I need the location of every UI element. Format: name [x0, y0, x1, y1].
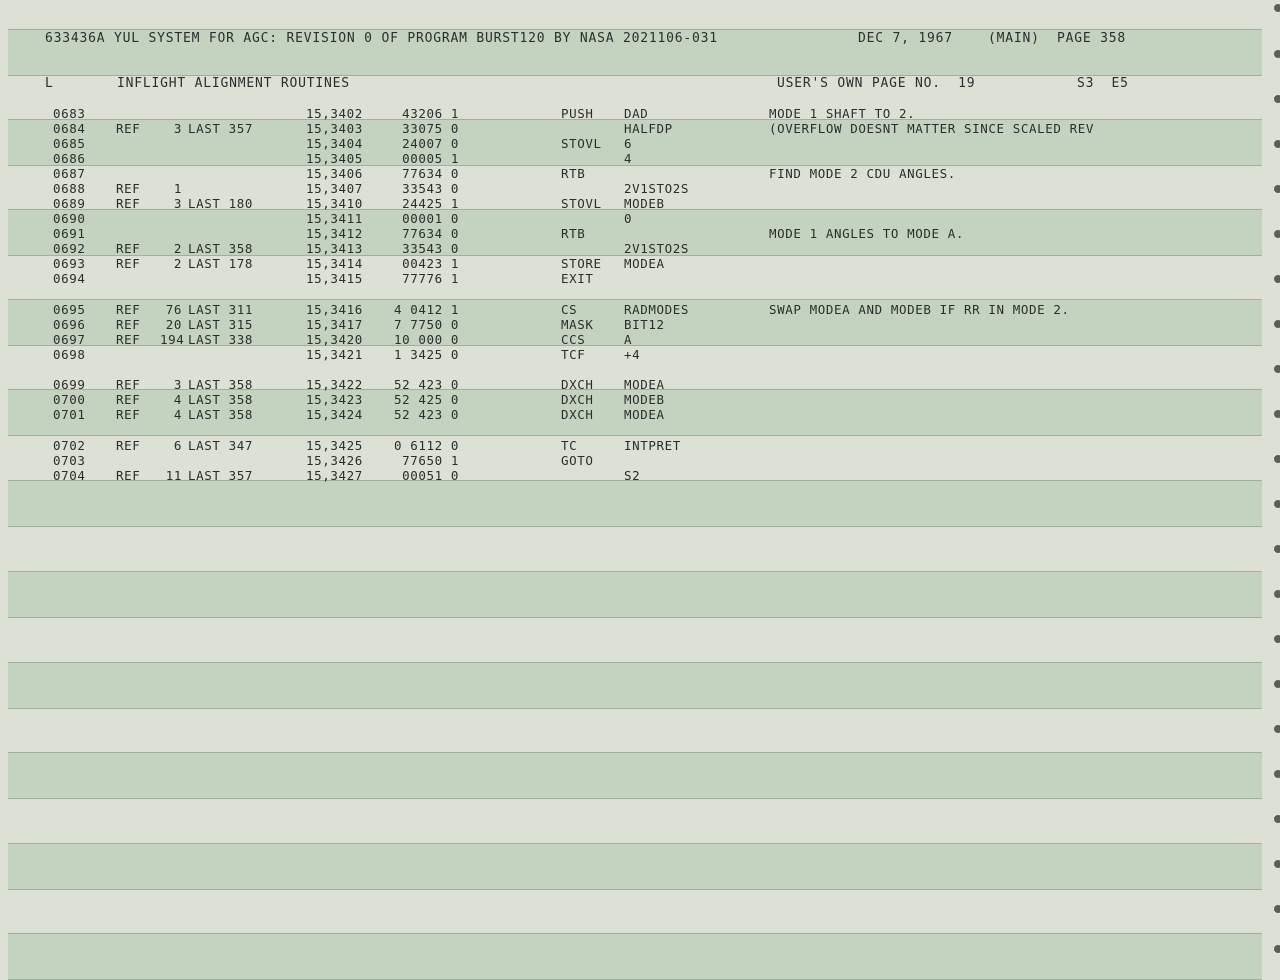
last-ref: LAST 180 [188, 196, 254, 211]
ref-count: 11 [165, 468, 182, 483]
operand: MODEA [624, 407, 665, 422]
ref-count: 6 [173, 438, 182, 453]
listing-row [0, 392, 1260, 407]
listing-row [0, 241, 1260, 256]
green-bar [8, 752, 1262, 799]
operand: 2V1STO2S [624, 241, 690, 256]
octal-word: 77776 1 [402, 271, 459, 286]
address: 15,3424 [306, 407, 363, 422]
ref-label: REF [116, 468, 141, 483]
octal-word: 52 425 0 [393, 392, 459, 407]
listing-header: 633436A YUL SYSTEM FOR AGC: REVISION 0 OF PROGRAM BURST120 BY NASA 2021106-031 [45, 31, 718, 46]
feed-hole [1274, 545, 1280, 553]
listing-row [0, 181, 1260, 196]
feed-hole [1274, 500, 1280, 508]
octal-word: 10 000 0 [393, 332, 459, 347]
last-ref: LAST 357 [188, 121, 254, 136]
listing-row [0, 121, 1260, 136]
line-number: 0687 [53, 166, 86, 181]
opcode: DXCH [561, 392, 594, 407]
line-number: 0698 [53, 347, 86, 362]
octal-word: 00005 1 [402, 151, 459, 166]
line-number: 0688 [53, 181, 86, 196]
octal-word: 24007 0 [402, 136, 459, 151]
last-ref: LAST 357 [188, 468, 254, 483]
address: 15,3410 [306, 196, 363, 211]
listing-flag: L [45, 76, 54, 91]
line-number: 0684 [53, 121, 86, 136]
feed-hole [1274, 230, 1280, 238]
line-number: 0701 [53, 407, 86, 422]
opcode: PUSH [561, 106, 594, 121]
listing-row [0, 256, 1260, 271]
operand: A [624, 332, 633, 347]
listing-row [0, 407, 1260, 422]
address: 15,3416 [306, 302, 363, 317]
last-ref: LAST 178 [188, 256, 254, 271]
ref-count: 20 [165, 317, 182, 332]
feed-hole [1274, 635, 1280, 643]
line-number: 0683 [53, 106, 86, 121]
address: 15,3403 [306, 121, 363, 136]
operand: INTPRET [624, 438, 681, 453]
user-page-number: USER'S OWN PAGE NO. 19 [777, 76, 976, 91]
octal-word: 7 7750 0 [393, 317, 459, 332]
listing-row [0, 151, 1260, 166]
opcode: EXIT [561, 271, 594, 286]
line-number: 0686 [53, 151, 86, 166]
ref-label: REF [116, 196, 141, 211]
operand: RADMODES [624, 302, 690, 317]
feed-hole [1274, 4, 1280, 12]
line-number: 0693 [53, 256, 86, 271]
line-number: 0692 [53, 241, 86, 256]
ref-count: 4 [173, 392, 182, 407]
ref-label: REF [116, 392, 141, 407]
ref-count: 3 [173, 377, 182, 392]
octal-word: 00423 1 [402, 256, 459, 271]
address: 15,3420 [306, 332, 363, 347]
listing-row [0, 317, 1260, 332]
address: 15,3427 [306, 468, 363, 483]
comment: FIND MODE 2 CDU ANGLES. [769, 166, 956, 181]
ref-count: 3 [173, 121, 182, 136]
operand: MODEB [624, 392, 665, 407]
green-bar [8, 843, 1262, 890]
listing-mode: (MAIN) [988, 31, 1040, 46]
address: 15,3415 [306, 271, 363, 286]
feed-hole [1274, 905, 1280, 913]
listing-date: DEC 7, 1967 [858, 31, 953, 46]
listing-row [0, 453, 1260, 468]
octal-word: 24425 1 [402, 196, 459, 211]
opcode: RTB [561, 226, 586, 241]
line-number: 0703 [53, 453, 86, 468]
feed-hole [1274, 680, 1280, 688]
feed-hole [1274, 860, 1280, 868]
operand: 6 [624, 136, 633, 151]
octal-word: 77650 1 [402, 453, 459, 468]
comment: MODE 1 SHAFT TO 2. [769, 106, 916, 121]
ref-label: REF [116, 256, 141, 271]
opcode: GOTO [561, 453, 594, 468]
feed-hole [1274, 410, 1280, 418]
line-number: 0696 [53, 317, 86, 332]
address: 15,3407 [306, 181, 363, 196]
octal-word: 00051 0 [402, 468, 459, 483]
feed-hole [1274, 725, 1280, 733]
feed-hole [1274, 185, 1280, 193]
feed-hole [1274, 815, 1280, 823]
address: 15,3417 [306, 317, 363, 332]
octal-word: 33543 0 [402, 241, 459, 256]
feed-hole [1274, 50, 1280, 58]
opcode: MASK [561, 317, 594, 332]
ref-label: REF [116, 302, 141, 317]
green-bar [8, 662, 1262, 709]
listing-row [0, 332, 1260, 347]
last-ref: LAST 338 [188, 332, 254, 347]
last-ref: LAST 358 [188, 377, 254, 392]
last-ref: LAST 347 [188, 438, 254, 453]
ref-label: REF [116, 332, 141, 347]
octal-word: 00001 0 [402, 211, 459, 226]
opcode: STOVL [561, 136, 602, 151]
line-number: 0690 [53, 211, 86, 226]
last-ref: LAST 358 [188, 407, 254, 422]
ref-label: REF [116, 121, 141, 136]
operand: DAD [624, 106, 649, 121]
opcode: RTB [561, 166, 586, 181]
address: 15,3423 [306, 392, 363, 407]
listing-row [0, 211, 1260, 226]
address: 15,3404 [306, 136, 363, 151]
feed-hole [1274, 590, 1280, 598]
line-number: 0694 [53, 271, 86, 286]
address: 15,3422 [306, 377, 363, 392]
address: 15,3402 [306, 106, 363, 121]
feed-hole [1274, 365, 1280, 373]
listing-row [0, 106, 1260, 121]
feed-hole [1274, 140, 1280, 148]
octal-word: 4 0412 1 [393, 302, 459, 317]
opcode: CCS [561, 332, 586, 347]
operand: BIT12 [624, 317, 665, 332]
opcode: DXCH [561, 407, 594, 422]
octal-word: 43206 1 [402, 106, 459, 121]
line-number: 0685 [53, 136, 86, 151]
comment: (OVERFLOW DOESNT MATTER SINCE SCALED REV [769, 121, 1095, 136]
ref-count: 76 [165, 302, 182, 317]
line-number: 0702 [53, 438, 86, 453]
listing-row [0, 468, 1260, 483]
opcode: STOVL [561, 196, 602, 211]
ref-label: REF [116, 317, 141, 332]
address: 15,3406 [306, 166, 363, 181]
feed-hole [1274, 770, 1280, 778]
last-ref: LAST 358 [188, 241, 254, 256]
listing-row [0, 438, 1260, 453]
octal-word: 33075 0 [402, 121, 459, 136]
last-ref: LAST 311 [188, 302, 254, 317]
comment: SWAP MODEA AND MODEB IF RR IN MODE 2. [769, 302, 1070, 317]
ref-count: 1 [173, 181, 182, 196]
address: 15,3405 [306, 151, 363, 166]
listing-row [0, 136, 1260, 151]
opcode: STORE [561, 256, 602, 271]
feed-hole [1274, 275, 1280, 283]
octal-word: 52 423 0 [393, 407, 459, 422]
ref-count: 4 [173, 407, 182, 422]
address: 15,3414 [306, 256, 363, 271]
operand: 2V1STO2S [624, 181, 690, 196]
listing-row [0, 196, 1260, 211]
listing-row [0, 302, 1260, 317]
last-ref: LAST 358 [188, 392, 254, 407]
section-codes: S3 E5 [1077, 76, 1129, 91]
opcode: CS [561, 302, 578, 317]
line-number: 0700 [53, 392, 86, 407]
operand: +4 [624, 347, 641, 362]
line-number: 0691 [53, 226, 86, 241]
green-bar [8, 933, 1262, 980]
opcode: TCF [561, 347, 586, 362]
address: 15,3413 [306, 241, 363, 256]
operand: HALFDP [624, 121, 673, 136]
line-number: 0704 [53, 468, 86, 483]
address: 15,3411 [306, 211, 363, 226]
feed-hole [1274, 95, 1280, 103]
address: 15,3412 [306, 226, 363, 241]
section-title: INFLIGHT ALIGNMENT ROUTINES [117, 76, 350, 91]
operand: MODEA [624, 377, 665, 392]
green-bar [8, 571, 1262, 618]
opcode: TC [561, 438, 578, 453]
octal-word: 77634 0 [402, 226, 459, 241]
line-number: 0689 [53, 196, 86, 211]
operand: MODEB [624, 196, 665, 211]
listing-row [0, 271, 1260, 286]
ref-label: REF [116, 377, 141, 392]
octal-word: 0 6112 0 [393, 438, 459, 453]
operand: 0 [624, 211, 633, 226]
octal-word: 33543 0 [402, 181, 459, 196]
line-number: 0697 [53, 332, 86, 347]
ref-count: 194 [160, 332, 185, 347]
listing-row [0, 166, 1260, 181]
opcode: DXCH [561, 377, 594, 392]
feed-hole [1274, 320, 1280, 328]
ref-label: REF [116, 407, 141, 422]
last-ref: LAST 315 [188, 317, 254, 332]
operand: 4 [624, 151, 633, 166]
line-number: 0699 [53, 377, 86, 392]
line-number: 0695 [53, 302, 86, 317]
green-bar [8, 480, 1262, 527]
ref-count: 3 [173, 196, 182, 211]
ref-count: 2 [173, 256, 182, 271]
comment: MODE 1 ANGLES TO MODE A. [769, 226, 965, 241]
address: 15,3426 [306, 453, 363, 468]
operand: S2 [624, 468, 641, 483]
octal-word: 52 423 0 [393, 377, 459, 392]
ref-count: 2 [173, 241, 182, 256]
address: 15,3425 [306, 438, 363, 453]
listing-row [0, 347, 1260, 362]
listing-row [0, 226, 1260, 241]
octal-word: 1 3425 0 [393, 347, 459, 362]
listing-row [0, 377, 1260, 392]
address: 15,3421 [306, 347, 363, 362]
feed-hole [1274, 945, 1280, 953]
ref-label: REF [116, 241, 141, 256]
page-number: PAGE 358 [1057, 31, 1127, 46]
ref-label: REF [116, 438, 141, 453]
operand: MODEA [624, 256, 665, 271]
ref-label: REF [116, 181, 141, 196]
octal-word: 77634 0 [402, 166, 459, 181]
feed-hole [1274, 455, 1280, 463]
